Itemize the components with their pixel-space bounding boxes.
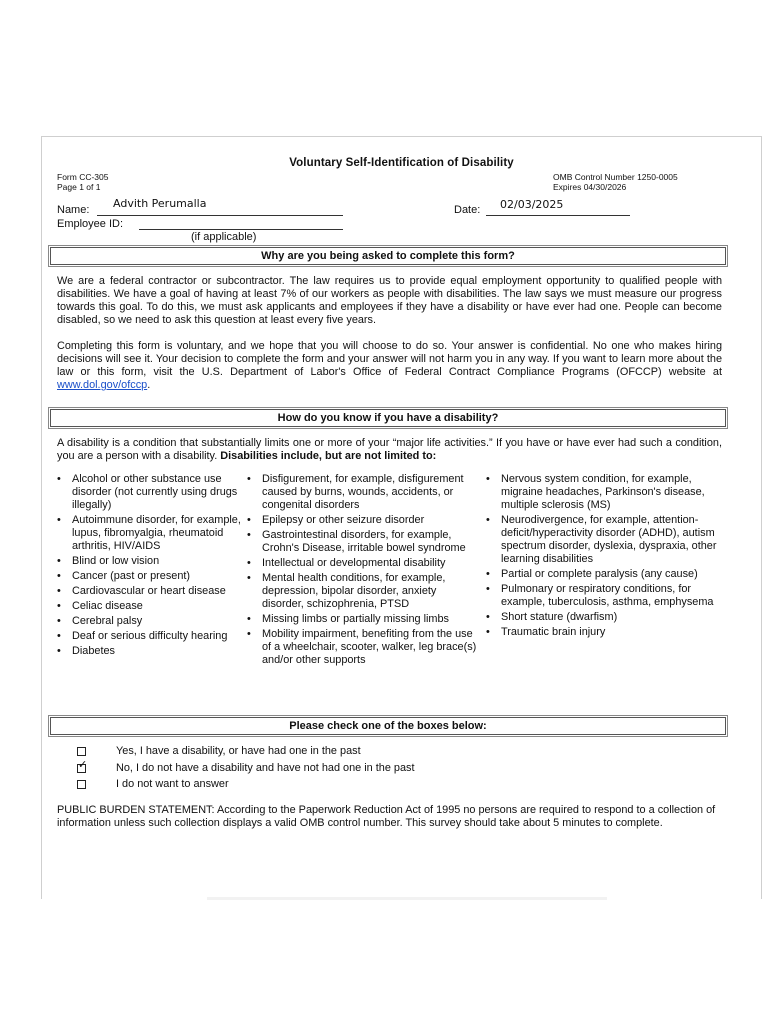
disability-list-col2 [247, 473, 479, 669]
disability-list-item: • Mobility impairment, benefiting from the use of a wheelchair, scooter, walker, leg brace(s) and/or other supports [247, 628, 479, 667]
disability-list-item: • Gastrointestinal disorders, for example, Crohn's Disease, irritable bowel syndrome [247, 529, 479, 555]
page-number: Page 1 of 1 [57, 182, 101, 192]
disability-list-item: • Diabetes [57, 645, 247, 658]
disability-list-col3 [486, 473, 722, 641]
option-no[interactable] [77, 760, 415, 776]
omb-control-number: OMB Control Number 1250-0005 [553, 172, 678, 182]
definition-bold-text: Disabilities include, but are not limited to: [220, 450, 437, 462]
section-why-body [57, 275, 722, 392]
form-page [41, 136, 762, 899]
name-underline [97, 215, 343, 216]
disability-list-item: • Cardiovascular or heart disease [57, 585, 247, 598]
date-underline [486, 215, 630, 216]
option-no-label: No, I do not have a disability and have not had one in the past [116, 762, 415, 774]
option-decline[interactable] [77, 776, 229, 792]
name-label: Name: [57, 204, 90, 216]
definition-text: A disability is a condition that substantially limits one or more of your “major life activities.” If you have or have ever had such a condition, you are a person with a disability. [57, 437, 722, 462]
voluntary-text-end: . [147, 379, 151, 391]
disability-list-item: • Autoimmune disorder, for example, lupus, fibromyalgia, rheumatoid arthritis, HIV/AIDS [57, 514, 247, 553]
disability-list-col1 [57, 473, 247, 660]
omb-expiration: Expires 04/30/2026 [553, 182, 627, 192]
disability-list-item: • Missing limbs or partially missing limbs [247, 613, 479, 626]
name-field[interactable]: Advith Perumalla [113, 197, 207, 210]
disability-list-item: • Alcohol or other substance use disorder (not currently using drugs illegally) [57, 473, 247, 512]
date-field[interactable]: 02/03/2025 [500, 198, 564, 211]
section-check-heading: Please check one of the boxes below: [50, 717, 726, 735]
public-burden-statement: PUBLIC BURDEN STATEMENT: According to the Paperwork Reduction Act of 1995 no persons are required to respond to a collection of information unless such collection displays a valid OMB control number. This survey should take about 5 minutes to complete. [57, 804, 716, 829]
check-mark-icon: ✓ [78, 758, 88, 771]
disability-list-item: • Traumatic brain injury [486, 626, 722, 639]
disability-list-item: • Deaf or serious difficulty hearing [57, 630, 247, 643]
disability-list-item: • Blind or low vision [57, 555, 247, 568]
employee-id-label: Employee ID: [57, 218, 124, 230]
option-yes[interactable] [77, 743, 361, 759]
disability-list-item: • Mental health conditions, for example, depression, bipolar disorder, anxiety disorder, schizophrenia, PTSD [247, 572, 479, 611]
option-yes-label: Yes, I have a disability, or have had one in the past [116, 745, 361, 757]
checkbox-no[interactable] [77, 758, 88, 773]
disability-list-item: • Short stature (dwarfism) [486, 611, 722, 624]
if-applicable-note: (if applicable) [191, 231, 257, 243]
disability-list-item: • Partial or complete paralysis (any cause) [486, 568, 722, 581]
page-bottom-divider [207, 897, 607, 900]
section-why-heading: Why are you being asked to complete this form? [50, 247, 726, 265]
disability-list-item: • Cancer (past or present) [57, 570, 247, 583]
checkbox-decline[interactable] [77, 780, 86, 789]
option-decline-label: I do not want to answer [116, 778, 229, 790]
form-number: Form CC-305 [57, 172, 109, 182]
ofccp-link[interactable]: www.dol.gov/ofccp [57, 379, 148, 391]
disability-list-item: • Nervous system condition, for example, migraine headaches, Parkinson's disease, multiple sclerosis (MS) [486, 473, 722, 512]
employee-id-underline [139, 229, 343, 230]
purpose-paragraph: We are a federal contractor or subcontractor. The law requires us to provide equal employment opportunity to qualified people with disabilities. We have a goal of having at least 7% of our workers as people with disabilities. The law says we must measure our progress towards this goal. To do this, we must ask applicants and employees if they have a disability or have ever had one. People can become disabled, so we need to ask this question at least every five years. [57, 275, 722, 326]
disability-list-item: • Disfigurement, for example, disfigurement caused by burns, wounds, accidents, or congenital disorders [247, 473, 479, 512]
disability-definition [57, 437, 722, 463]
disability-list-item: • Epilepsy or other seizure disorder [247, 514, 479, 527]
form-title: Voluntary Self-Identification of Disability [289, 157, 514, 169]
disability-list-item: • Pulmonary or respiratory conditions, for example, tuberculosis, asthma, emphysema [486, 583, 722, 609]
date-label: Date: [454, 204, 481, 216]
voluntary-paragraph [57, 340, 722, 392]
disability-list-item: • Intellectual or developmental disability [247, 557, 479, 570]
section-how-heading: How do you know if you have a disability? [50, 409, 726, 427]
disability-list-item: • Celiac disease [57, 600, 247, 613]
disability-list-item: • Cerebral palsy [57, 615, 247, 628]
disability-list-item: • Neurodivergence, for example, attention-deficit/hyperactivity disorder (ADHD), autism spectrum disorder, dyslexia, dyspraxia, other learning disabilities [486, 514, 722, 566]
checkbox-yes[interactable] [77, 747, 86, 756]
voluntary-text: Completing this form is voluntary, and we hope that you will choose to do so. Your answer is confidential. No one who makes hiring decisions will see it. Your decision to complete the form and your answer will not harm you in any way. If you want to learn more about the law or this form, visit the U.S. Department of Labor's Office of Federal Contract Compliance Programs (OFCCP) website at [57, 340, 722, 378]
